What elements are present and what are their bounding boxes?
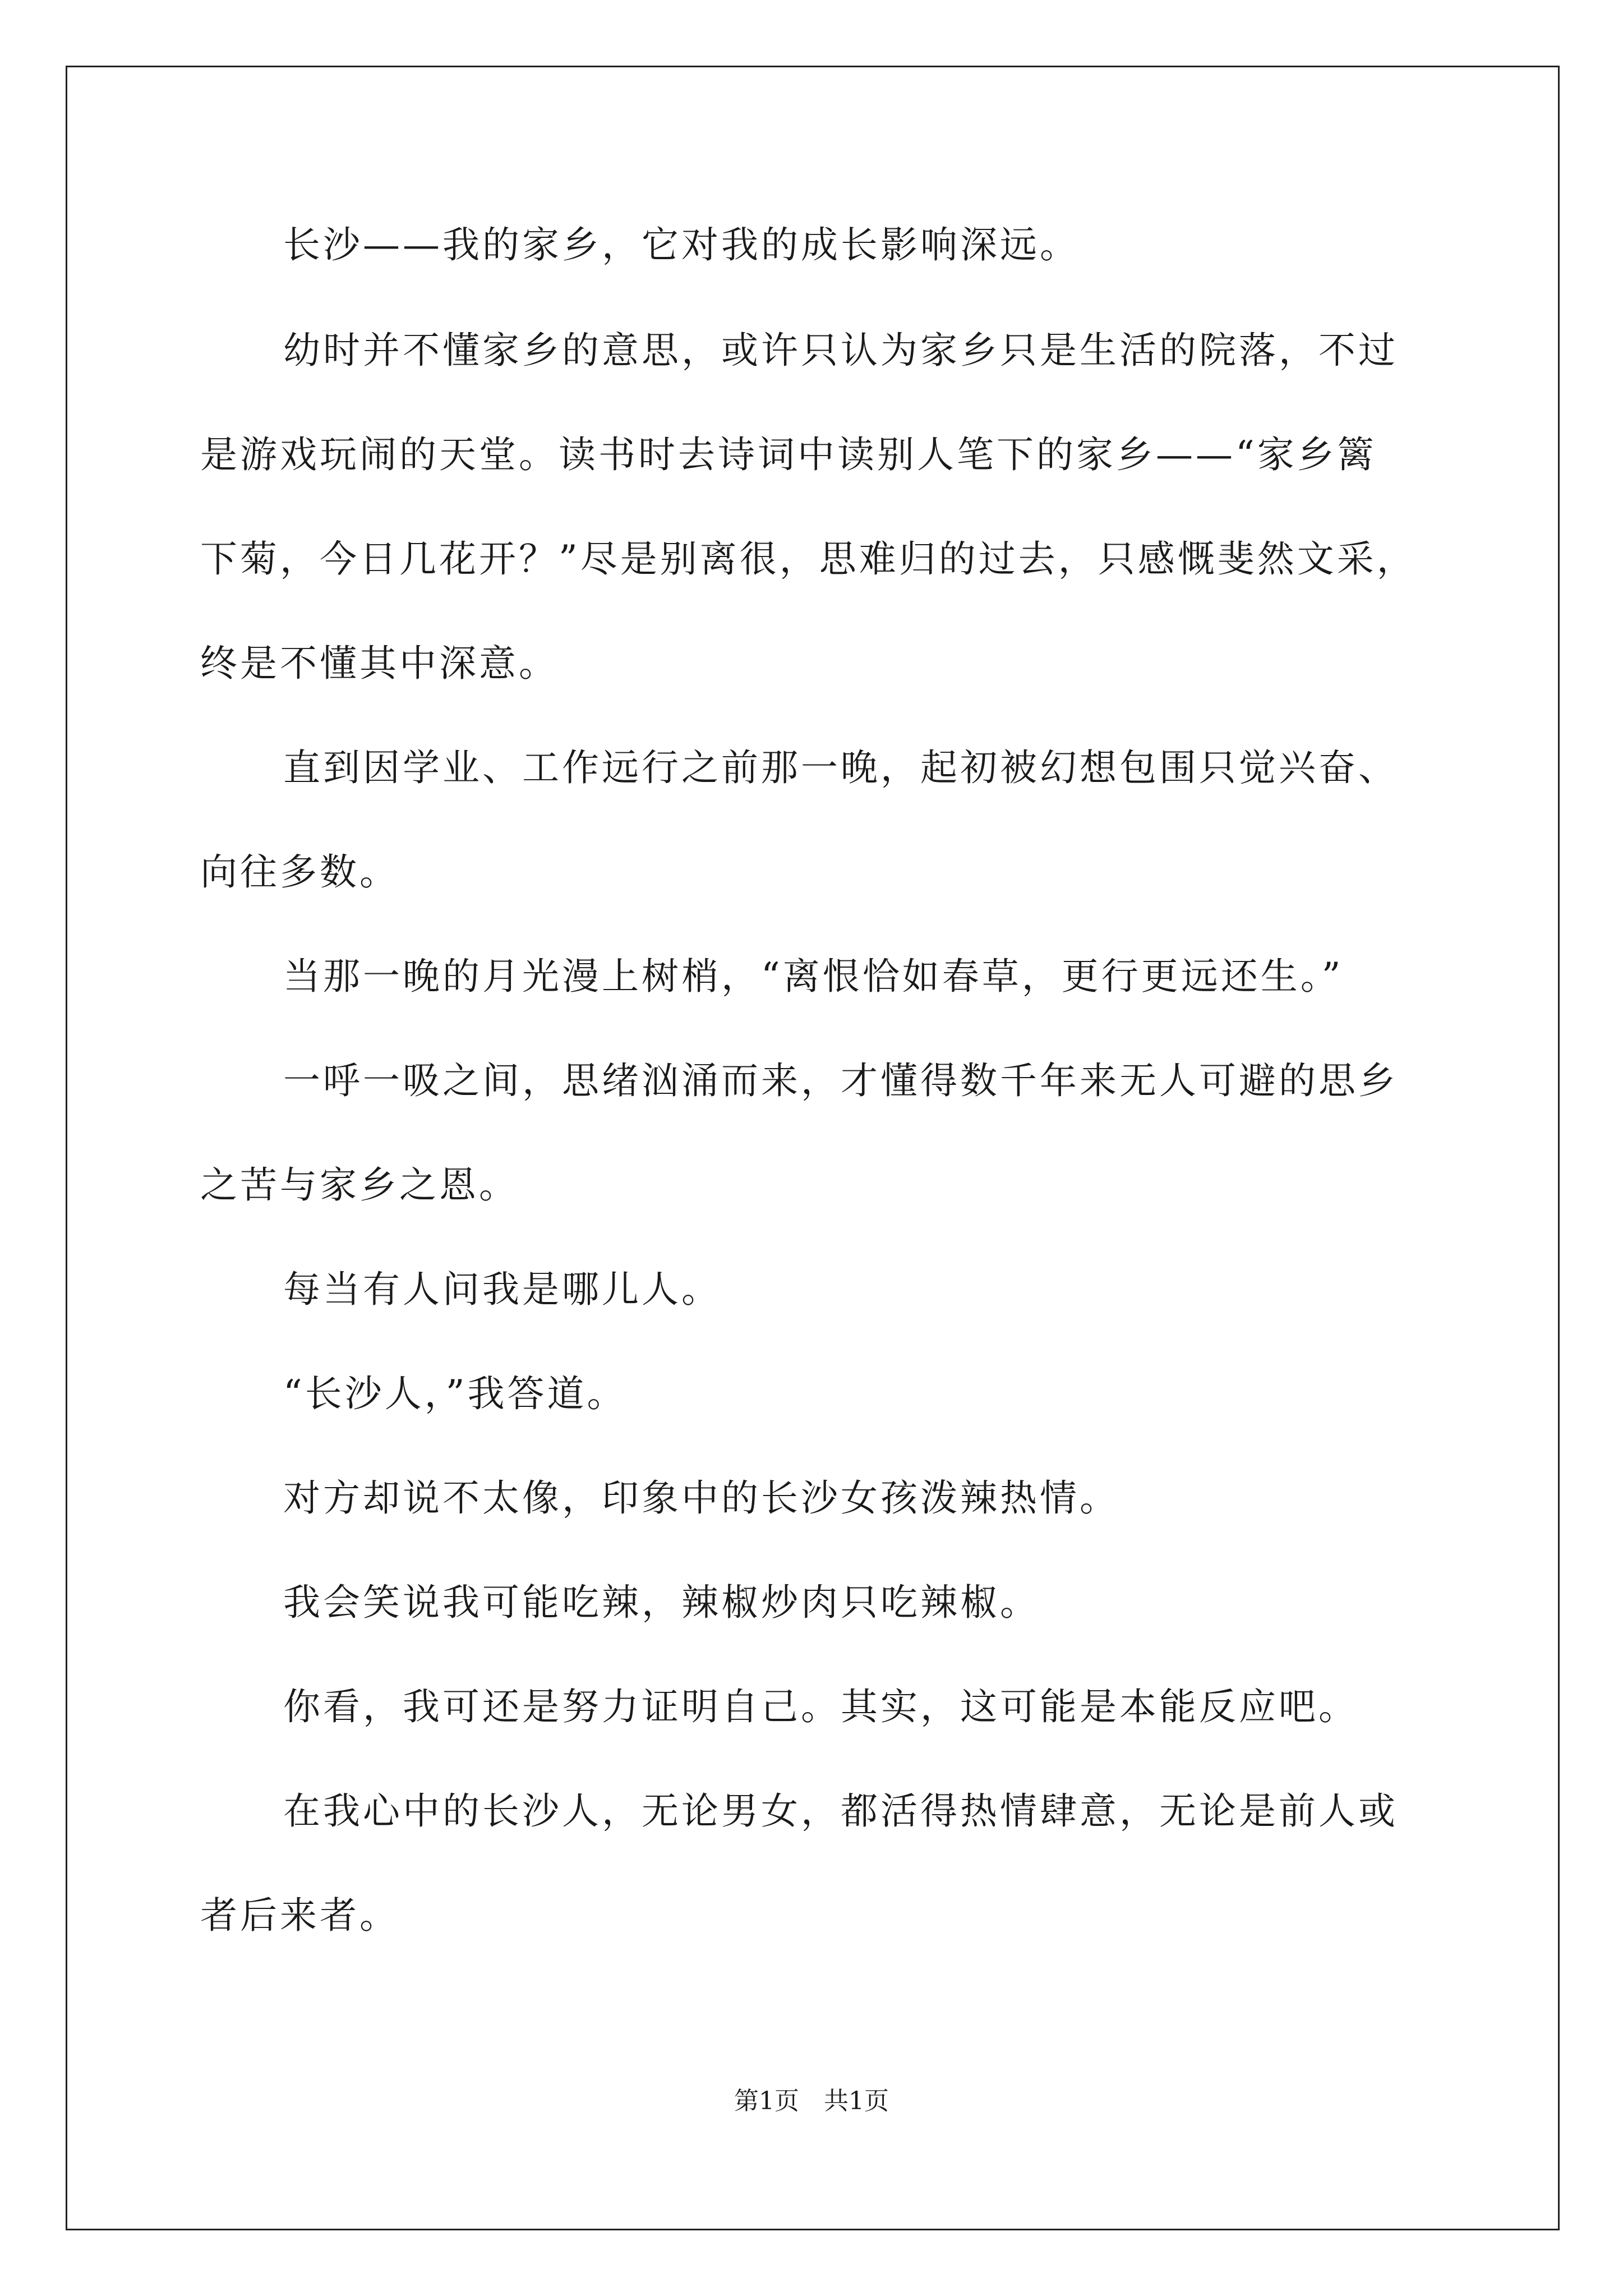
paragraph-line: 一呼一吸之间，思绪汹涌而来，才懂得数千年来无人可避的思乡	[283, 1059, 1398, 1102]
paragraph-line: 向往多数。	[200, 850, 399, 894]
paragraph-line: 对方却说不太像，印象中的长沙女孩泼辣热情。	[283, 1476, 1119, 1520]
paragraph-line: 者后来者。	[200, 1894, 399, 1937]
paragraph-line: 每当有人问我是哪儿人。	[283, 1268, 721, 1311]
paragraph-line: 下菊，今日几花开？”尽是别离很，思难归的过去，只感慨斐然文采，	[200, 537, 1417, 581]
paragraph-line: 我会笑说我可能吃辣，辣椒炒肉只吃辣椒。	[283, 1581, 1040, 1624]
paragraph-line: 幼时并不懂家乡的意思，或许只认为家乡只是生活的院落，不过	[283, 329, 1398, 372]
paragraph-line: 是游戏玩闹的天堂。读书时去诗词中读别人笔下的家乡——“家乡篱	[200, 433, 1377, 476]
paragraph-line: 直到因学业、工作远行之前那一晚，起初被幻想包围只觉兴奋、	[283, 746, 1398, 789]
paragraph-line: 之苦与家乡之恩。	[200, 1163, 519, 1207]
paragraph-line: 在我心中的长沙人，无论男女，都活得热情肆意，无论是前人或	[283, 1789, 1398, 1833]
paragraph-line: “长沙人，”我答道。	[283, 1372, 627, 1415]
paragraph-line: 你看，我可还是努力证明自己。其实，这可能是本能反应吧。	[283, 1685, 1358, 1728]
page-footer: 第1页 共1页	[734, 2087, 889, 2115]
paragraph-line: 当那一晚的月光漫上树梢，“离恨恰如春草，更行更远还生。”	[283, 955, 1344, 998]
paragraph-line: 终是不懂其中深意。	[200, 642, 559, 685]
paragraph-line: 长沙——我的家乡，它对我的成长影响深远。	[283, 223, 1080, 266]
